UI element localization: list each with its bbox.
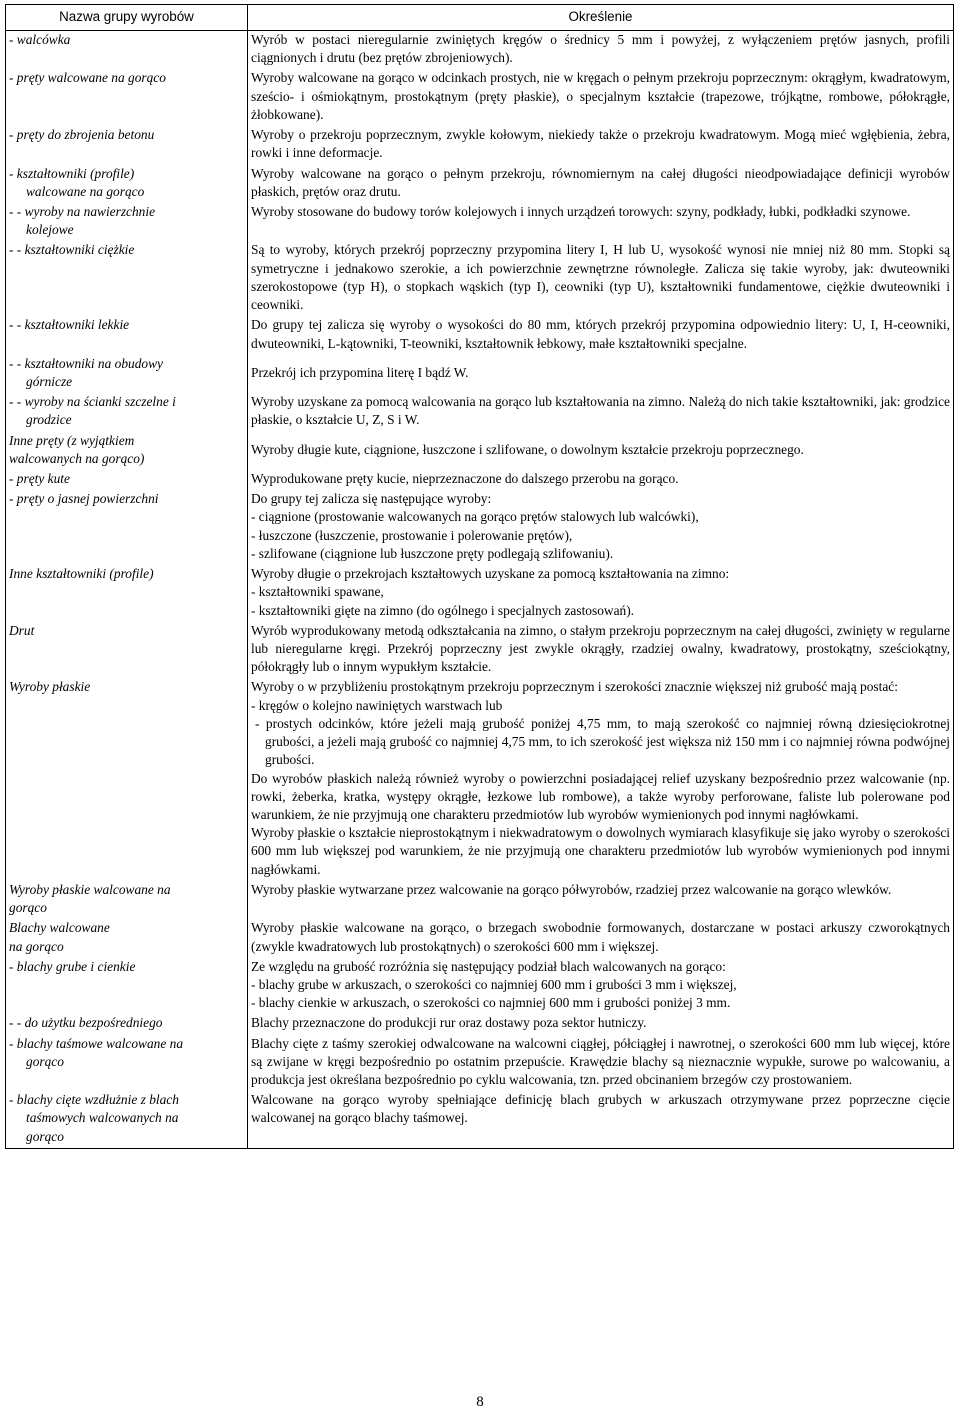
table-row — [6, 1014, 954, 1034]
group-definition: Wyrób wyprodukowany metodą odkształcania na zimno, o stałym przekroju poprzecznym na całej długości, zwinięty w regularne lub nieregularne kręgi. Przekrój poprzeczny jest zwykle okrągły, rzadziej owalny, kwadratowy, prostokątny, sześciokątny, półokrągły lub o innym wypukłym kształcie. — [248, 622, 954, 679]
table-row — [6, 316, 954, 354]
group-name: Wyroby płaskie — [6, 678, 248, 880]
group-definition: Blachy cięte z taśmy szerokiej odwalcowane na walcowni ciągłej, półciągłej i nawrotnej, o szerokości 600 mm lub więcej, które są zwijane w kręgi bezpośrednio po ostatnim przepuście. Krawędzie blachy są nieznacznie wypukłe, surowe po walcowaniu, a produkcja jest określana bezpośrednio po cyklu walcowania, tzn. przed obcinaniem brzegów czy prostowaniem. — [248, 1035, 954, 1092]
page-number: 8 — [476, 1394, 484, 1410]
group-name: Wyroby płaskie walcowane na gorąco — [6, 881, 248, 919]
group-definition: Wyroby długie kute, ciągnione, łuszczone i szlifowane, o dowolnym kształcie przekroju poprzecznego. — [248, 432, 954, 470]
table-row — [6, 470, 954, 490]
table-row — [6, 919, 954, 957]
group-name: - - wyroby na ścianki szczelne i grodzice — [6, 393, 248, 431]
group-name: - blachy grube i cienkie — [6, 958, 248, 1015]
group-name: - - kształtowniki na obudowy górnicze — [6, 355, 248, 393]
group-definition: Wyroby płaskie walcowane na gorąco, o brzegach swobodnie formowanych, dostarczane w postaci arkuszy czworokątnych (zwykle kwadratowych lub prostokątnych) o szerokości 600 mm i większej. — [248, 919, 954, 957]
group-name: Blachy walcowane na gorąco — [6, 919, 248, 957]
group-definition: Walcowane na gorąco wyroby spełniające definicję blach grubych w arkuszach otrzymywane przez poprzeczne cięcie walcowanej na gorąco blachy taśmowej. — [248, 1091, 954, 1148]
group-definition: Wyroby walcowane na gorąco o pełnym przekroju, równomiernym na całej długości nieodpowiadające definicji wyrobów płaskich, prętów oraz drutu. — [248, 165, 954, 203]
group-name: - - do użytku bezpośredniego — [6, 1014, 248, 1034]
group-name: - kształtowniki (profile) walcowane na gorąco — [6, 165, 248, 203]
table-row — [6, 678, 954, 880]
header-group-name: Nazwa grupy wyrobów — [6, 5, 248, 31]
table-row — [6, 241, 954, 316]
table-row — [6, 1035, 954, 1092]
group-name: - pręty kute — [6, 470, 248, 490]
group-definition: Wyroby o przekroju poprzecznym, zwykle kołowym, niekiedy także o przekroju kwadratowym. Mogą mieć wgłębienia, żebra, rowki i inne deformacje. — [248, 126, 954, 164]
header-definition: Określenie — [248, 5, 954, 31]
table-row — [6, 31, 954, 70]
group-name: Inne kształtowniki (profile) — [6, 565, 248, 622]
group-definition: Wyrób w postaci nieregularnie zwiniętych kręgów o średnicy 5 mm i powyżej, z wyłączeniem prętów jasnych, profili ciągnionych i drutu (bez prętów zbrojeniowych). — [248, 31, 954, 70]
table-row — [6, 355, 954, 393]
table-row — [6, 622, 954, 679]
table-row — [6, 126, 954, 164]
group-definition: Do grupy tej zalicza się wyroby o wysokości do 80 mm, których przekrój przypomina odpowiednio litery: U, I, H-ceowniki, dwuteowniki, L-kątowniki, T-teowniki, kształtownik łebkowy, małe kształtowniki specjalne. — [248, 316, 954, 354]
group-definition: Są to wyroby, których przekrój poprzeczny przypomina litery I, H lub U, wysokość wynosi nie mniej niż 80 mm. Stopki są symetryczne i jednakowo szerokie, a ich powierzchnie zewnętrzne równoległe. Zalicza się takie wyroby, jak: dwuteowniki szerokostopowe (typ H), o stopkach wąskich (typ I), ceowniki (typ U), kształtowniki fundamentowe, ciężkie dwuteowniki i ceowniki. — [248, 241, 954, 316]
group-definition: Blachy przeznaczone do produkcji rur oraz dostawy poza sektor hutniczy. — [248, 1014, 954, 1034]
group-definition: Wyprodukowane pręty kucie, nieprzeznaczone do dalszego przerobu na gorąco. — [248, 470, 954, 490]
table-row — [6, 432, 954, 470]
table-row — [6, 958, 954, 1015]
table-row — [6, 165, 954, 203]
group-definition: Wyroby płaskie wytwarzane przez walcowanie na gorąco półwyrobów, rzadziej przez walcowanie na gorąco wlewków. — [248, 881, 954, 919]
group-name: - pręty walcowane na gorąco — [6, 69, 248, 126]
group-definition: Wyroby uzyskane za pomocą walcowania na gorąco lub kształtowania na zimno. Należą do nich takie kształtowniki, jak: grodzice płaskie, o kształcie U, Z, S i W. — [248, 393, 954, 431]
group-definition: Przekrój ich przypomina literę I bądź W. — [248, 355, 954, 393]
group-definition: Wyroby walcowane na gorąco w odcinkach prostych, nie w kręgach o pełnym przekroju poprzecznym: okrągłym, kwadratowym, sześcio- i ośmiokątnym, prostokątnym (pręty płaskie), o specjalnym kształcie (trapezowe, trójkątne, rombowe, półokrągłe, żłobkowane). — [248, 69, 954, 126]
group-name: - blachy taśmowe walcowane na gorąco — [6, 1035, 248, 1092]
group-name: Inne pręty (z wyjątkiem walcowanych na gorąco) — [6, 432, 248, 470]
product-groups-table — [5, 4, 954, 1149]
table-row — [6, 881, 954, 919]
group-name: Drut — [6, 622, 248, 679]
group-definition: Wyroby o w przybliżeniu prostokątnym przekroju poprzecznym i szerokości znacznie większej niż grubość mają postać: - kręgów o kolejno nawiniętych warstwach lub - prostych odcinków, które jeżeli mają grubość poniżej 4,75 mm, to mają szerokość co najmniej równą dziesięciokrotnej grubości, a jeżeli mają grubość co najmniej 4,75 mm, to ich szerokość jest większa niż 150 mm i co najmniej równa podwójnej grubości. Do wyrobów płaskich należą również wyroby o powierzchni posiadającej relief uzyskany bezpośrednio przez walcowanie (np. rowki, żeberka, kratka, występy okrągłe, łezkowe lub rombowe), a także wyroby perforowane, faliste lub polerowane pod warunkiem, że nie przyjmują one charakteru przedmiotów lub wyrobów wymienionych pod innymi nagłówkami. Wyroby płaskie o kształcie nieprostokątnym i niekwadratowym o dowolnych wymiarach klasyfikuje się jako wyroby o szerokości 600 mm lub większej pod warunkiem, że nie przyjmują one charakteru przedmiotów lub wyrobów wymienionych pod innymi nagłówkami. — [248, 678, 954, 880]
table-row — [6, 1091, 954, 1148]
table-row — [6, 490, 954, 565]
group-definition: Do grupy tej zalicza się następujące wyroby: - ciągnione (prostowanie walcowanych na gorąco prętów stalowych lub walcówki), - łuszczone (łuszczenie, prostowanie i polerowanie prętów), - szlifowane (ciągnione lub łuszczone pręty podlegają szlifowaniu). — [248, 490, 954, 565]
group-definition: Wyroby stosowane do budowy torów kolejowych i innych urządzeń torowych: szyny, podkłady, łubki, podkładki szynowe. — [248, 203, 954, 241]
group-definition: Wyroby długie o przekrojach kształtowych uzyskane za pomocą kształtowania na zimno: - kształtowniki spawane, - kształtowniki gięte na zimno (do ogólnego i specjalnych zastosowań). — [248, 565, 954, 622]
table-header-row — [6, 5, 954, 31]
table-row — [6, 565, 954, 622]
group-definition: Ze względu na grubość rozróżnia się następujący podział blach walcowanych na gorąco: - blachy grube w arkuszach, o szerokości co najmniej 600 mm i grubości 3 mm i większej, - blachy cienkie w arkuszach, o szerokości co najmniej 600 mm i grubości poniżej 3 mm. — [248, 958, 954, 1015]
table-row — [6, 203, 954, 241]
group-name: - pręty o jasnej powierzchni — [6, 490, 248, 565]
group-name: - walcówka — [6, 31, 248, 70]
group-name: - - kształtowniki ciężkie — [6, 241, 248, 316]
group-name: - blachy cięte wzdłużnie z blach taśmowych walcowanych na gorąco — [6, 1091, 248, 1148]
group-name: - - kształtowniki lekkie — [6, 316, 248, 354]
group-name: - - wyroby na nawierzchnie kolejowe — [6, 203, 248, 241]
table-row — [6, 393, 954, 431]
table-row — [6, 69, 954, 126]
group-name: - pręty do zbrojenia betonu — [6, 126, 248, 164]
